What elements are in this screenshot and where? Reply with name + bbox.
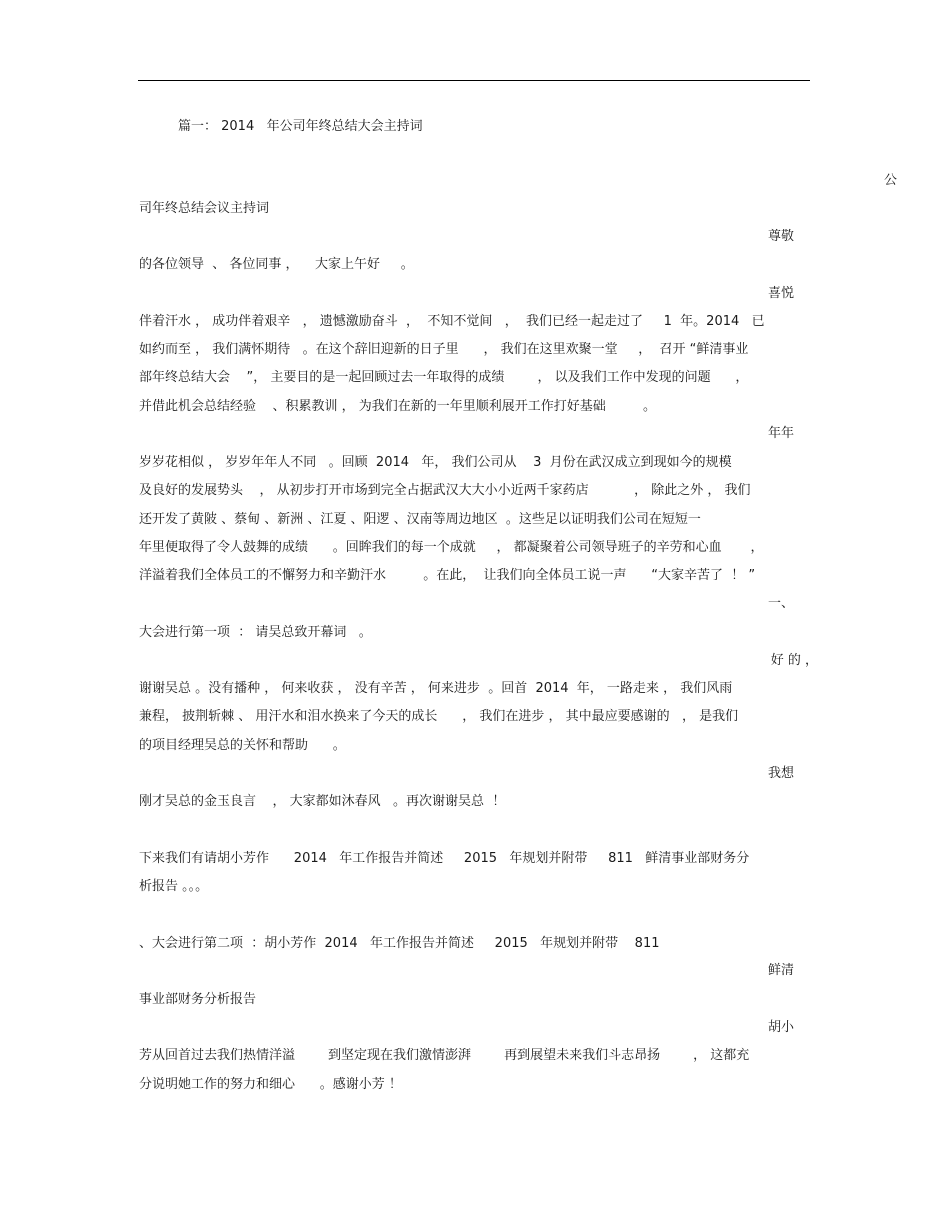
text-line: 伴着汗水 ， 成功伴着艰辛 ， 遗憾激励奋斗 ， 不知不觉间 ， 我们已经一起走过了 1 年。2014 已 xyxy=(139,314,765,329)
text-line: 的项目经理吴总的关怀和帮助 。 xyxy=(139,738,346,753)
text-line: 部年终总结大会 ”， 主要目的是一起回顾过去一年取得的成绩 ， 以及我们工作中发现的问题 ， xyxy=(139,370,749,385)
text-line: 公 xyxy=(884,173,898,188)
text-line: 好 的 ， xyxy=(770,653,818,668)
text-line: 洋溢着我们全体员工的不懈努力和辛勤汗水 。在此， 让我们向全体员工说一声 “大家辛苦了 ！ ” xyxy=(139,568,756,583)
section-heading: 篇一： 2014 年公司年终总结大会主持词 xyxy=(178,119,423,134)
text-line: 并借此机会总结经验 、积累教训 ， 为我们在新的一年里顺利展开工作打好基础 。 xyxy=(139,399,656,414)
text-line: 下来我们有请胡小芳作 2014 年工作报告并简述 2015 年规划并附带 811 鲜清事业部财务分 xyxy=(139,851,750,866)
text-line: 分说明她工作的努力和细心 。感谢小芳 ！ xyxy=(139,1077,402,1092)
text-line: 年里便取得了令人鼓舞的成绩 。回眸我们的每一个成就 ， 都凝聚着公司领导班子的辛劳和心血 ， xyxy=(139,540,764,555)
text-line: 芳从回首过去我们热情洋溢 到坚定现在我们激情澎湃 再到展望未来我们斗志昂扬 ， 这都充 xyxy=(139,1048,750,1063)
text-line: 事业部财务分析报告 xyxy=(139,992,257,1007)
text-line: 年年 xyxy=(767,426,794,441)
text-line: 兼程， 披荆斩棘 、 用汗水和泪水换来了今天的成长 ， 我们在进步 ， 其中最应要感谢的 ， 是我们 xyxy=(139,709,739,724)
text-line: 、大会进行第二项 ：胡小芳作 2014 年工作报告并简述 2015 年规划并附带 811 xyxy=(139,936,660,951)
text-line: 岁岁花相似 ， 岁岁年年人不同 。回顾 2014 年， 我们公司从 3 月份在武汉成立到现如今的规模 xyxy=(139,455,732,470)
header-rule xyxy=(138,80,810,81)
text-line: 鲜清 xyxy=(767,963,794,978)
text-line: 析报告 。。。 xyxy=(139,879,209,894)
text-line: 的各位领导 、 各位同事 ， 大家上午好 。 xyxy=(139,257,414,272)
text-line: 刚才吴总的金玉良言 ， 大家都如沐春风 。再次谢谢吴总 ！ xyxy=(139,794,506,809)
text-line: 司年终总结会议主持词 xyxy=(139,201,270,216)
text-line: 喜悦 xyxy=(767,286,794,301)
text-line: 如约而至 ， 我们满怀期待 。在这个辞旧迎新的日子里 ， 我们在这里欢聚一堂 ， 召开 “鲜清事业 xyxy=(139,342,749,357)
text-line: 我想 xyxy=(767,766,794,781)
text-line: 谢谢吴总 。没有播种 ， 何来收获 ， 没有辛苦 ， 何来进步 。回首 2014 年， 一路走来 ， 我们风雨 xyxy=(139,681,733,696)
text-line: 胡小 xyxy=(767,1020,794,1035)
text-line: 还开发了黄陂 、蔡甸 、新洲 、江夏 、阳逻 、汉南等周边地区 。这些足以证明我们公司在短短一 xyxy=(139,512,701,527)
text-line: 及良好的发展势头 ， 从初步打开市场到完全占据武汉大大小小近两千家药店 ， 除此之外 ， 我们 xyxy=(139,483,751,498)
text-line: 一、 xyxy=(767,596,794,611)
text-line: 尊敬 xyxy=(767,229,794,244)
text-line: 大会进行第一项 ： 请吴总致开幕词 。 xyxy=(139,625,372,640)
